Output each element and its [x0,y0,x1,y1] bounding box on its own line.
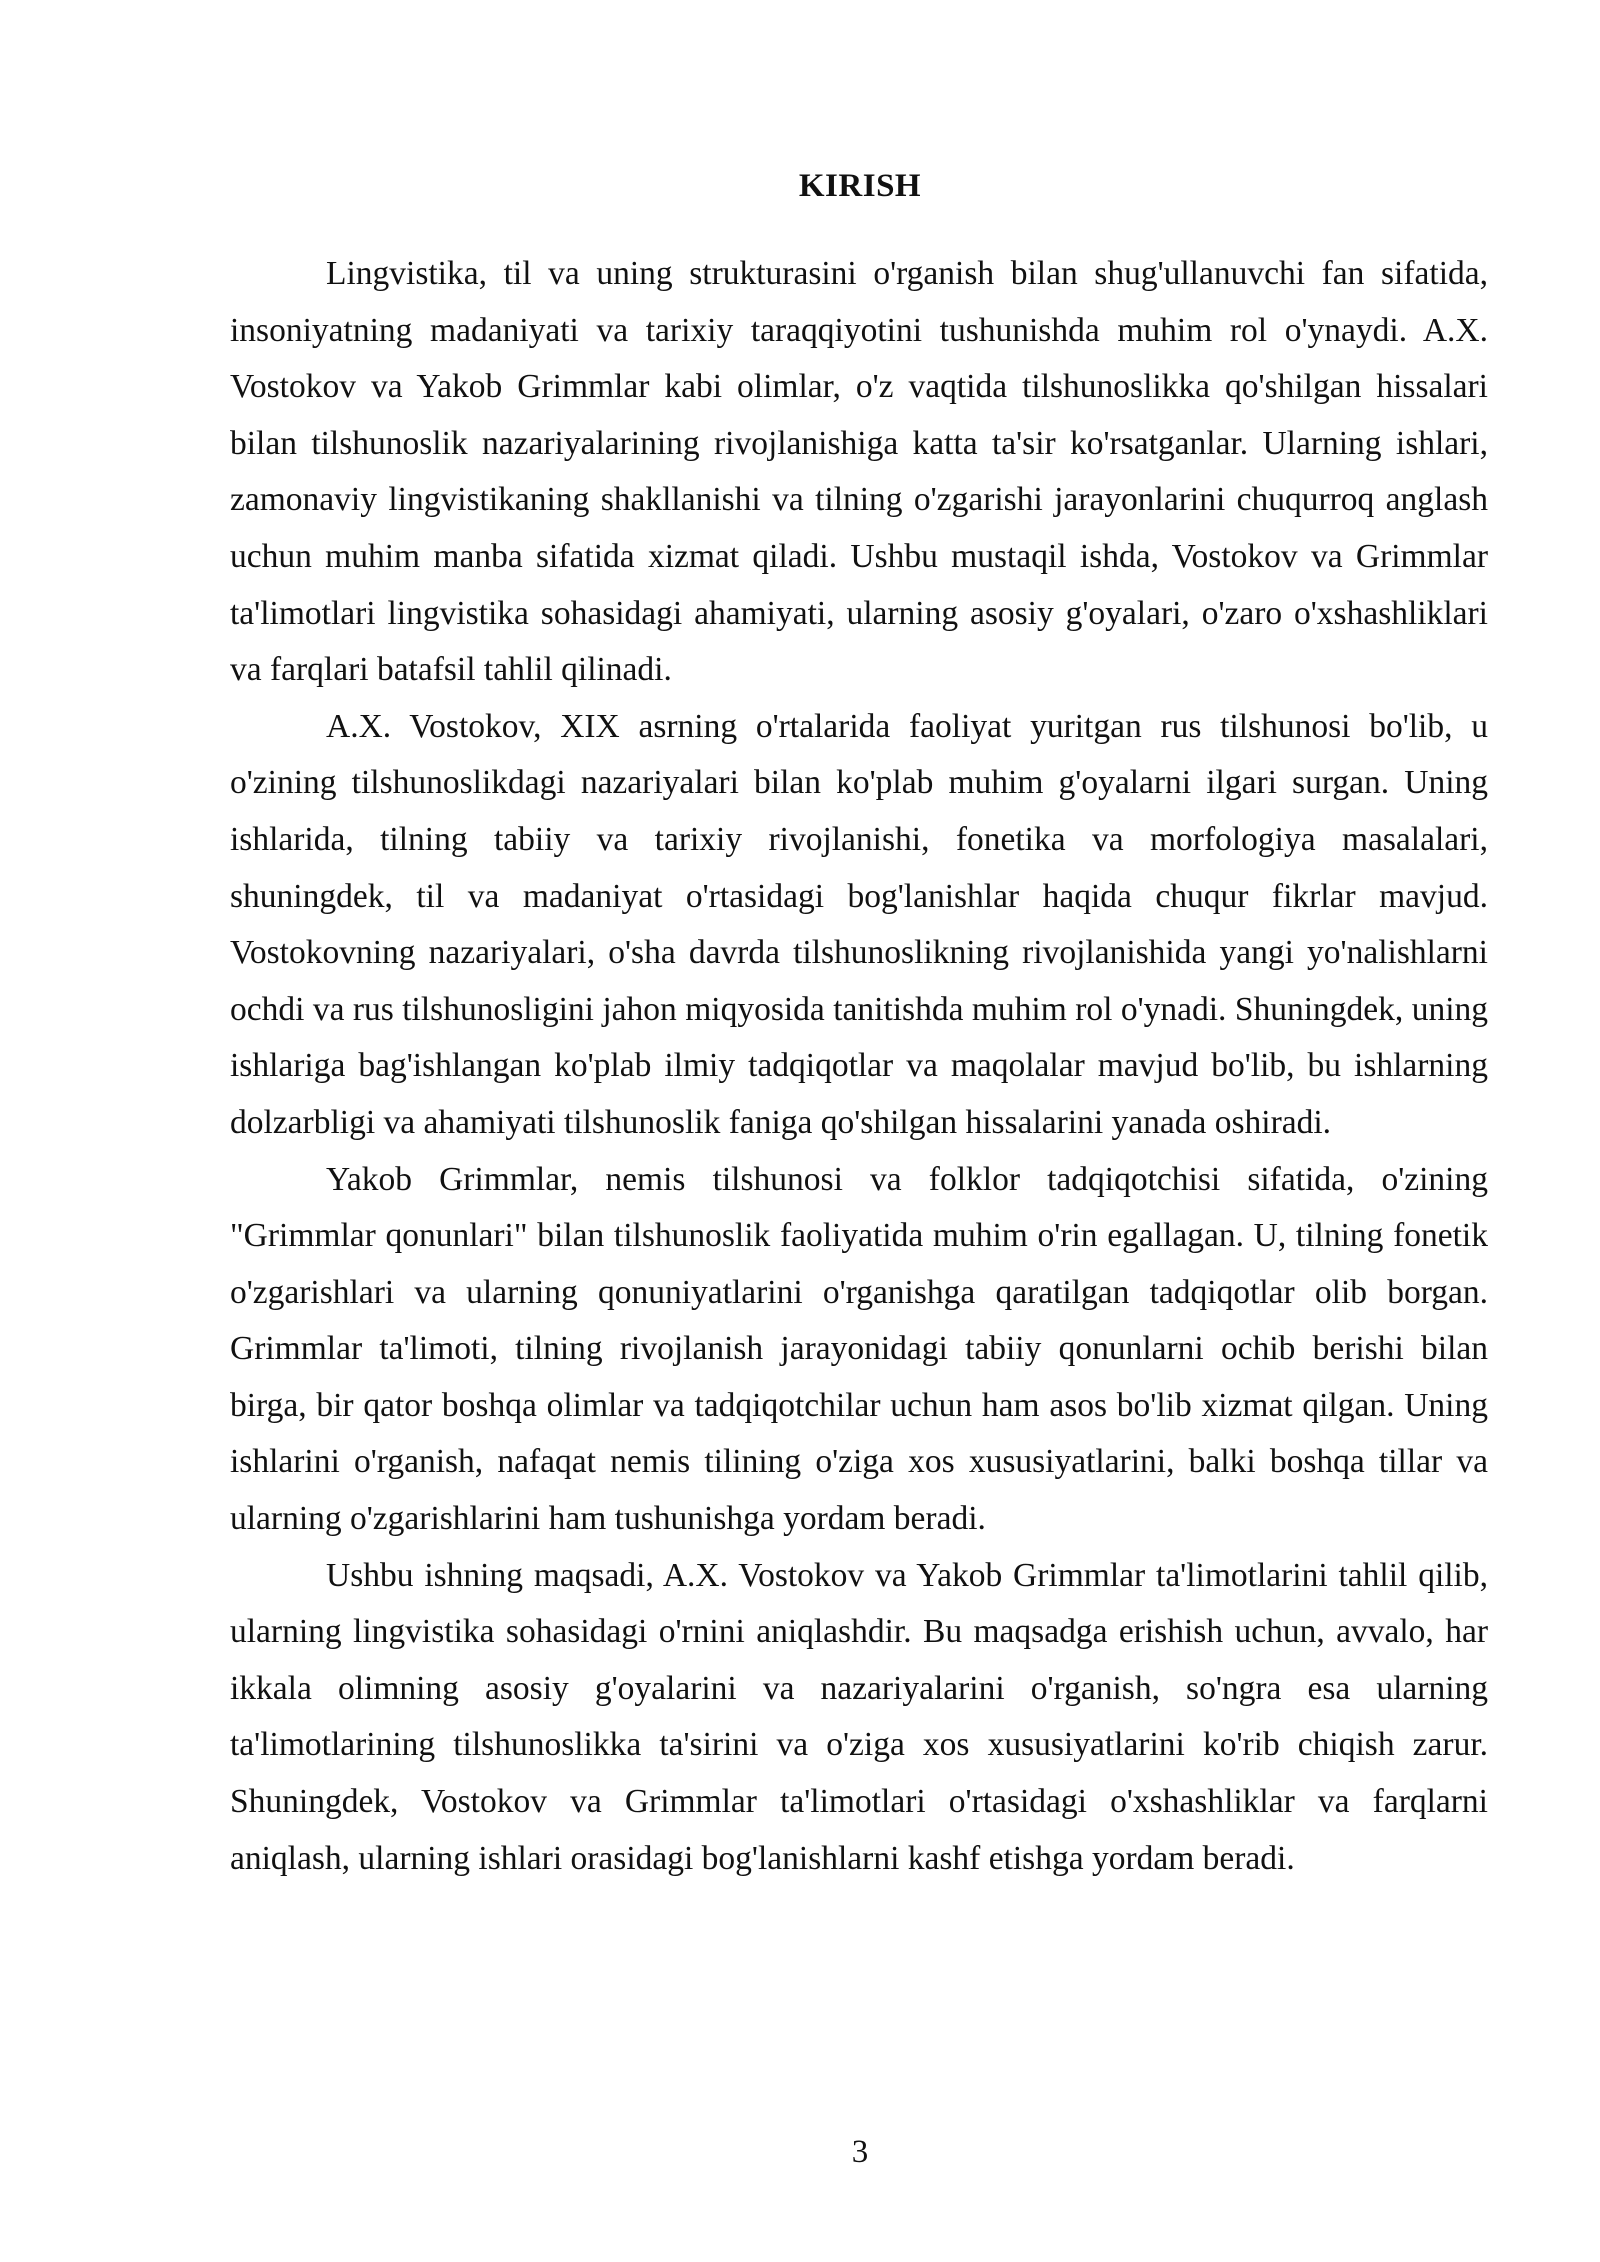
paragraph-introduction: Lingvistika, til va uning strukturasini o'rganish bilan shug'ullanuvchi fan sifatida, insoniyatning madaniyati va tarixiy taraqqiyotini tushunishda muhim rol o'ynaydi. A.X. Vostokov va Yakob Grimmlar kabi olimlar, o'z vaqtida tilshunoslikka qo'shilgan hissalari bilan tilshunoslik nazariyalarining rivojlanishiga katta ta'sir ko'rsatganlar. Ularning ishlari, zamonaviy lingvistikaning shakllanishi va tilning o'zgarishi jarayonlarini chuqurroq anglash uchun muhim manba sifatida xizmat qiladi. Ushbu mustaqil ishda, Vostokov va Grimmlar ta'limotlari lingvistika sohasidagi ahamiyati, ularning asosiy g'oyalari, o'zaro o'xshashliklari va farqlari batafsil tahlil qilinadi. [230,255,1488,689]
paragraph-grimm: Yakob Grimmlar, nemis tilshunosi va folklor tadqiqotchisi sifatida, o'zining "Grimmlar qonunlari" bilan tilshunoslik faoliyatida muhim o'rin egallagan. U, tilning fonetik o'zgarishlari va ularning qonuniyatlarini o'rganishga qaratilgan tadqiqotlar olib borgan. Grimmlar ta'limoti, tilning rivojlanish jarayonidagi tabiiy qonunlarni ochib berishi bilan birga, bir qator boshqa olimlar va tadqiqotchilar uchun ham asos bo'lib xizmat qilgan. Uning ishlarini o'rganish, nafaqat nemis tilining o'ziga xos xususiyatlarini, balki boshqa tillar va ularning o'zgarishlarini ham tushunishga yordam beradi. [230,1160,1488,1538]
body-text [230,246,1488,1887]
paragraph-vostokov: A.X. Vostokov, XIX asrning o'rtalarida faoliyat yuritgan rus tilshunosi bo'lib, u o'zining tilshunoslikdagi nazariyalari bilan ko'plab muhim g'oyalarni ilgari surgan. Uning ishlarida, tilning tabiiy va tarixiy rivojlanishi, fonetika va morfologiya masalalari, shuningdek, til va madaniyat o'rtasidagi bog'lanishlar haqida chuqur fikrlar mavjud. Vostokovning nazariyalari, o'sha davrda tilshunoslikning rivojlanishida yangi yo'nalishlarni ochdi va rus tilshunosligini jahon miqyosida tanitishda muhim rol o'ynadi. Shuningdek, uning ishlariga bag'ishlangan ko'plab ilmiy tadqiqotlar va maqolalar mavjud bo'lib, bu ishlarning dolzarbligi va ahamiyati tilshunoslik faniga qo'shilgan hissalarini yanada oshiradi. [230,707,1488,1141]
paragraph-purpose: Ushbu ishning maqsadi, A.X. Vostokov va Yakob Grimmlar ta'limotlarini tahlil qilib, ularning lingvistika sohasidagi o'rnini aniqlashdir. Bu maqsadga erishish uchun, avvalo, har ikkala olimning asosiy g'oyalarini va nazariyalarini o'rganish, so'ngra esa ularning ta'limotlarining tilshunoslikka ta'sirini va o'ziga xos xususiyatlarini ko'rib chiqish zarur. Shuningdek, Vostokov va Grimmlar ta'limotlari o'rtasidagi o'xshashliklar va farqlarni aniqlash, ularning ishlari orasidagi bog'lanishlarni kashf etishga yordam beradi. [230,1556,1488,1877]
page-title: KIRISH [798,168,922,204]
page-number: 3 [851,2134,869,2170]
